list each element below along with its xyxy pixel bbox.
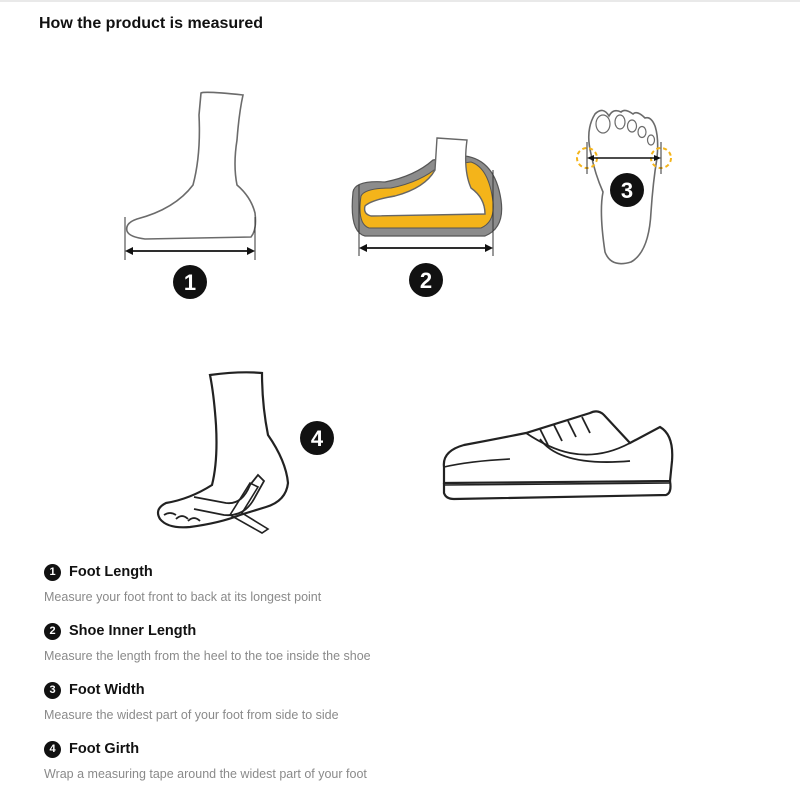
top-divider (0, 0, 800, 2)
figure-foot-width (565, 102, 680, 272)
page-title: How the product is measured (39, 15, 264, 32)
badge-2 (409, 263, 443, 297)
item-title: Foot Length (69, 564, 153, 580)
item-description: Measure the length from the heel to the toe inside the shoe (44, 649, 371, 663)
legend-item-foot-length (44, 560, 764, 619)
item-title: Foot Width (69, 682, 145, 698)
item-description: Wrap a measuring tape around the widest part of your foot (44, 767, 367, 781)
number-badge: 3 (44, 682, 61, 699)
legend-item-foot-width (44, 678, 764, 737)
figure-foot-length (115, 85, 265, 305)
badge-1 (173, 265, 207, 299)
legend-item-shoe-inner-length (44, 619, 764, 678)
foot-side-illustration (115, 85, 265, 305)
badge-3 (610, 173, 644, 207)
figure-shoe-inner-length (345, 130, 510, 305)
sneaker-illustration (440, 405, 675, 505)
svg-text:4: 4 (310, 426, 324, 451)
svg-text:2: 2 (419, 268, 433, 293)
number-badge: 1 (44, 564, 61, 581)
measurement-legend (44, 560, 764, 796)
item-description: Measure the widest part of your foot from side to side (44, 708, 339, 722)
number-badge: 2 (44, 623, 61, 640)
foot-sole-illustration (565, 102, 680, 272)
item-title: Foot Girth (69, 741, 140, 757)
svg-text:1: 1 (183, 270, 197, 295)
shoe-cutaway-illustration (345, 130, 510, 305)
figure-foot-girth (150, 365, 350, 550)
figure-sneaker (440, 405, 675, 505)
svg-text:3: 3 (620, 178, 634, 203)
item-title: Shoe Inner Length (69, 623, 197, 639)
legend-item-foot-girth (44, 737, 764, 796)
item-description: Measure your foot front to back at its longest point (44, 590, 322, 604)
number-badge: 4 (44, 741, 61, 758)
foot-tape-illustration (150, 365, 350, 550)
badge-4 (300, 421, 334, 455)
